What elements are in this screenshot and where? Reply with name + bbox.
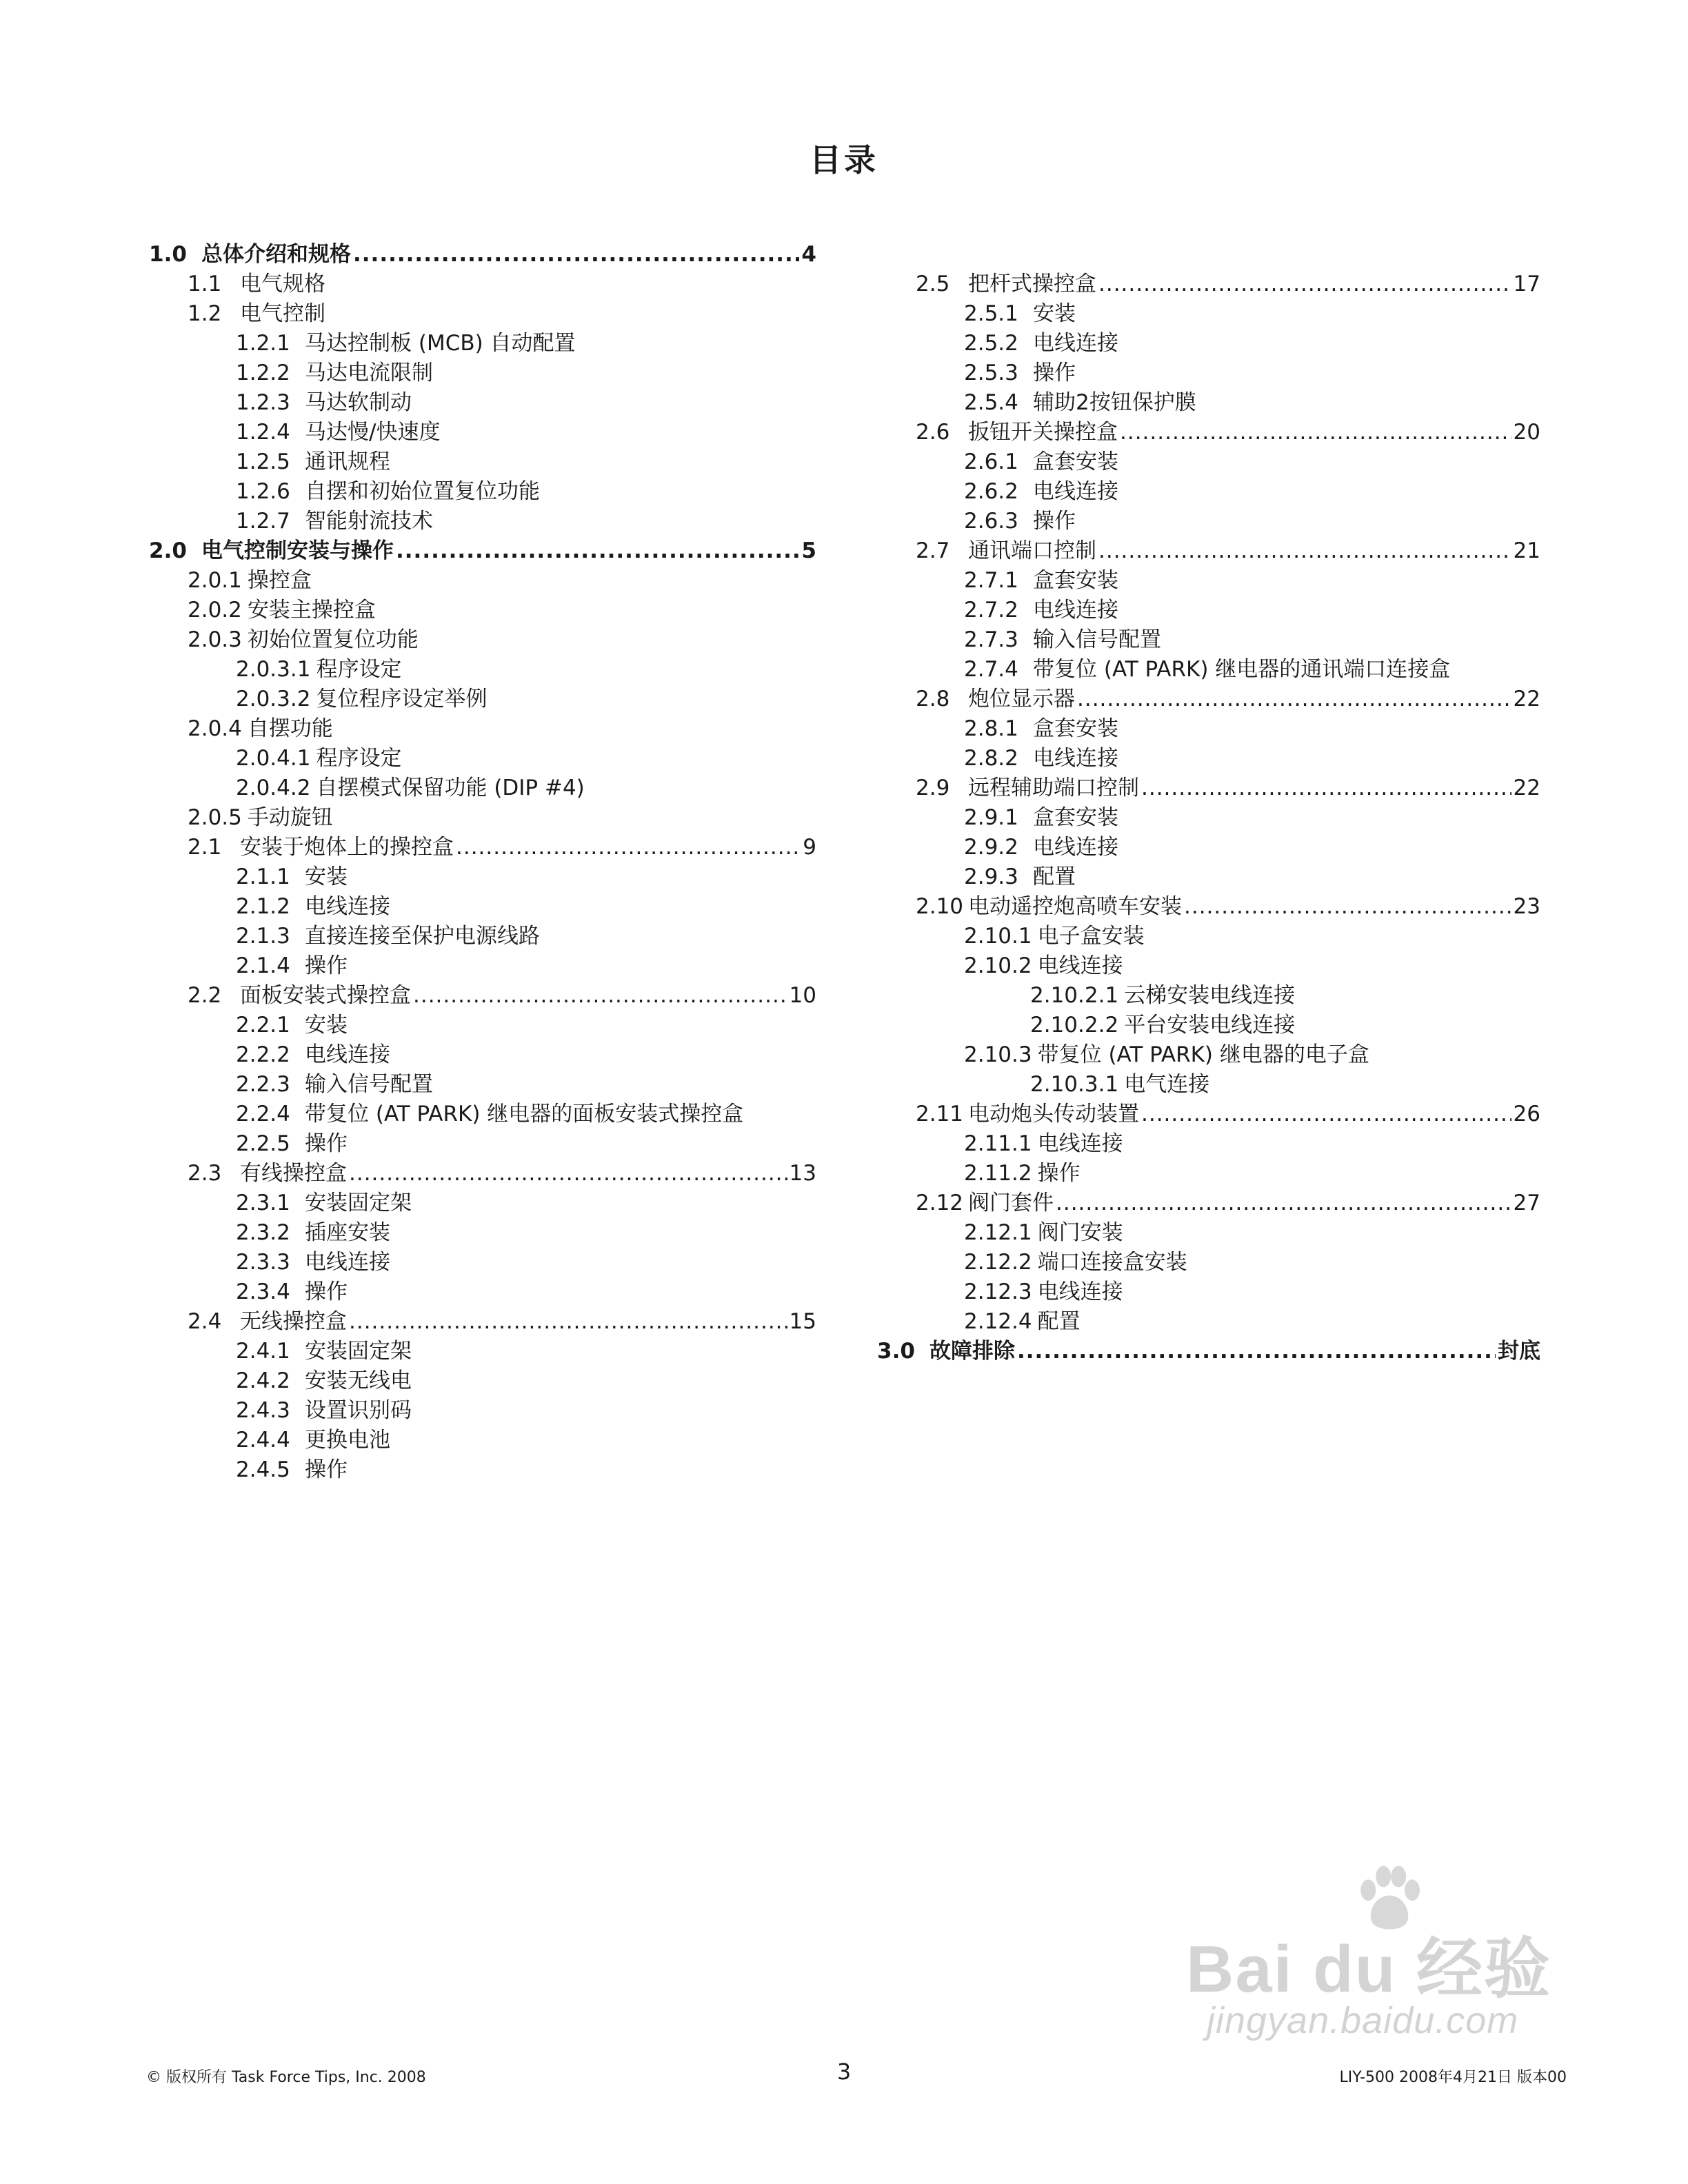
toc-entry-title: 带复位 (AT PARK) 继电器的电子盒 — [1037, 1042, 1369, 1067]
toc-entry-number: 2.5.2 — [964, 331, 1018, 356]
toc-entry-title: 电气连接 — [1124, 1072, 1210, 1097]
toc-entry-page: 13 — [789, 1161, 816, 1186]
toc-entry-title: 手动旋钮 — [247, 805, 333, 830]
toc-entry-number: 2.4.5 — [236, 1457, 290, 1482]
toc-entry[interactable] — [877, 299, 1540, 329]
toc-entry-number: 2.0.1 — [188, 568, 242, 593]
toc-entry[interactable] — [877, 596, 1540, 625]
toc-entry[interactable] — [149, 1366, 816, 1396]
watermark-url: jingyan.baidu.com — [1207, 2000, 1519, 2041]
toc-entry[interactable] — [149, 625, 816, 655]
toc-leader-dots — [1077, 685, 1511, 714]
toc-entry-number: 1.0 — [149, 242, 187, 267]
toc-entry-number: 2.3.3 — [236, 1250, 290, 1275]
toc-entry-title: 云梯安装电线连接 — [1124, 983, 1296, 1008]
toc-entry-title: 配置 — [1037, 1309, 1081, 1334]
toc-entry-number: 2.12.4 — [964, 1309, 1032, 1334]
toc-entry-number: 2.0.5 — [188, 805, 242, 830]
toc-entry-number: 2.6.2 — [964, 479, 1018, 504]
toc-entry-title: 更换电池 — [305, 1428, 390, 1453]
toc-entry-number: 2.12.2 — [964, 1250, 1032, 1275]
toc-entry-number: 2.11.1 — [964, 1131, 1032, 1156]
toc-leader-dots — [349, 1307, 787, 1337]
toc-entry[interactable] — [877, 388, 1540, 418]
toc-entry-number: 2.0.3.2 — [236, 687, 311, 711]
toc-entry-number: 2.7.3 — [964, 627, 1018, 652]
toc-entry-number: 2.1.2 — [236, 894, 290, 919]
toc-entry-title: 有线操控盒 — [240, 1161, 347, 1186]
document-version-footer: LIY-500 2008年4月21日 版本00 — [1339, 2069, 1567, 2086]
toc-leader-dots — [413, 981, 787, 1011]
toc-entry[interactable] — [877, 892, 1540, 922]
toc-entry[interactable] — [877, 329, 1540, 358]
toc-entry-title: 安装固定架 — [305, 1191, 412, 1215]
toc-entry[interactable] — [877, 1337, 1540, 1366]
toc-entry-title: 辅助2按钮保护膜 — [1033, 390, 1196, 415]
toc-entry-title: 操作 — [1037, 1161, 1081, 1186]
toc-entry-title: 电线连接 — [1033, 479, 1118, 504]
toc-entry-number: 2.3.2 — [236, 1220, 290, 1245]
toc-entry[interactable] — [877, 714, 1540, 744]
toc-entry-title: 安装 — [305, 1013, 348, 1038]
toc-entry-title: 通讯端口控制 — [968, 538, 1096, 563]
toc-entry-title: 电动炮头传动装置 — [968, 1102, 1139, 1126]
page-number: 3 — [836, 2059, 852, 2085]
toc-entry-title: 扳钮开关操控盒 — [968, 420, 1118, 445]
toc-entry[interactable] — [877, 1189, 1540, 1218]
toc-entry-title: 安装固定架 — [305, 1339, 412, 1364]
toc-entry-title: 智能射流技术 — [305, 509, 433, 534]
toc-entry-title: 操控盒 — [247, 568, 312, 593]
toc-entry-number: 2.8 — [916, 687, 950, 711]
toc-entry[interactable] — [149, 685, 816, 714]
toc-entry-page: 10 — [789, 983, 816, 1008]
toc-entry[interactable] — [149, 1426, 816, 1455]
toc-entry-number: 2.11 — [916, 1102, 964, 1126]
toc-entry[interactable] — [877, 803, 1540, 833]
toc-entry[interactable] — [149, 418, 816, 447]
toc-entry[interactable] — [877, 774, 1540, 803]
toc-entry[interactable] — [877, 685, 1540, 714]
toc-entry-number: 2.6.1 — [964, 449, 1018, 474]
toc-entry-number: 2.7.2 — [964, 598, 1018, 623]
toc-entry-title: 插座安装 — [305, 1220, 390, 1245]
toc-entry-number: 2.1.1 — [236, 865, 290, 889]
toc-entry[interactable] — [877, 655, 1540, 685]
toc-entry-title: 自摆模式保留功能 (DIP #4) — [316, 776, 585, 800]
toc-entry-number: 2.3.4 — [236, 1280, 290, 1304]
toc-entry[interactable] — [149, 744, 816, 774]
toc-leader-dots — [1017, 1337, 1496, 1366]
toc-entry-number: 2.5.4 — [964, 390, 1018, 415]
toc-entry-number: 2.0.4 — [188, 716, 242, 741]
toc-entry[interactable] — [149, 951, 816, 981]
toc-leader-dots — [1120, 418, 1511, 447]
toc-left-column — [149, 240, 816, 1485]
toc-leader-dots — [1141, 1100, 1511, 1129]
toc-entry-number: 2.2.3 — [236, 1072, 290, 1097]
toc-entry[interactable] — [877, 625, 1540, 655]
toc-entry-number: 2.9.1 — [964, 805, 1018, 830]
toc-entry[interactable] — [149, 299, 816, 329]
toc-entry-number: 3.0 — [877, 1339, 915, 1364]
toc-entry-number: 2.10.2 — [964, 953, 1032, 978]
toc-entry[interactable] — [877, 1277, 1540, 1307]
column-spacer — [877, 240, 1540, 270]
toc-entry-number: 2.9.3 — [964, 865, 1018, 889]
toc-entry-page: 23 — [1513, 894, 1540, 919]
toc-entry-title: 盒套安装 — [1033, 449, 1118, 474]
toc-entry[interactable] — [149, 477, 816, 507]
toc-entry-title: 面板安装式操控盒 — [240, 983, 411, 1008]
toc-entry[interactable] — [877, 447, 1540, 477]
toc-entry[interactable] — [877, 1070, 1540, 1100]
toc-entry-title: 端口连接盒安装 — [1037, 1250, 1187, 1275]
toc-entry-number: 1.2.7 — [236, 509, 290, 534]
toc-leader-dots — [1184, 892, 1511, 922]
toc-entry-title: 马达慢/快速度 — [305, 420, 441, 445]
toc-entry-number: 2.9 — [916, 776, 950, 800]
toc-entry-number: 2.7.4 — [964, 657, 1018, 682]
toc-entry-title: 电气控制安装与操作 — [201, 538, 394, 563]
toc-entry-number: 2.6.3 — [964, 509, 1018, 534]
copyright-footer: © 版权所有 Task Force Tips, Inc. 2008 — [146, 2069, 426, 2086]
toc-entry-title: 电线连接 — [305, 1042, 390, 1067]
toc-entry-number: 1.2.3 — [236, 390, 290, 415]
toc-entry-number: 2.12.1 — [964, 1220, 1032, 1245]
toc-entry-page: 5 — [801, 538, 816, 563]
toc-entry-number: 2.6 — [916, 420, 950, 445]
toc-entry-title: 初始位置复位功能 — [247, 627, 419, 652]
toc-entry-title: 安装于炮体上的操控盒 — [240, 835, 454, 860]
toc-entry[interactable] — [149, 1337, 816, 1366]
toc-entry-number: 2.10.3.1 — [1030, 1072, 1119, 1097]
toc-entry-number: 2.1.3 — [236, 924, 290, 949]
toc-entry-number: 2.8.1 — [964, 716, 1018, 741]
toc-entry-number: 1.2.2 — [236, 361, 290, 385]
toc-entry-number: 2.4.4 — [236, 1428, 290, 1453]
toc-entry-title: 马达软制动 — [305, 390, 412, 415]
toc-entry[interactable] — [877, 507, 1540, 536]
toc-entry[interactable] — [877, 1248, 1540, 1277]
toc-entry-number: 2.7.1 — [964, 568, 1018, 593]
toc-entry[interactable] — [149, 1307, 816, 1337]
toc-entry-number: 1.2 — [188, 301, 222, 326]
toc-entry[interactable] — [149, 1040, 816, 1070]
toc-entry-page: 26 — [1513, 1102, 1540, 1126]
toc-entry[interactable] — [149, 1129, 816, 1159]
toc-entry-title: 操作 — [1033, 361, 1076, 385]
toc-entry[interactable] — [877, 566, 1540, 596]
toc-entry-number: 2.5.3 — [964, 361, 1018, 385]
toc-entry-number: 1.1 — [188, 272, 222, 296]
toc-entry-title: 电线连接 — [1037, 1131, 1123, 1156]
toc-entry-number: 2.9.2 — [964, 835, 1018, 860]
toc-entry-title: 自摆和初始位置复位功能 — [305, 479, 540, 504]
toc-entry-title: 电气控制 — [240, 301, 325, 326]
toc-entry-title: 电线连接 — [1037, 1280, 1123, 1304]
toc-entry-title: 总体介绍和规格 — [201, 242, 351, 267]
toc-entry-title: 电子盒安装 — [1037, 924, 1145, 949]
toc-entry-number: 2.0 — [149, 538, 187, 563]
toc-entry[interactable] — [149, 1070, 816, 1100]
toc-entry[interactable] — [149, 1248, 816, 1277]
toc-entry-title: 把杆式操控盒 — [968, 272, 1096, 296]
toc-entry-number: 2.10.3 — [964, 1042, 1032, 1067]
toc-entry-number: 2.12 — [916, 1191, 964, 1215]
toc-entry-title: 无线操控盒 — [240, 1309, 347, 1334]
toc-entry-title: 盒套安装 — [1033, 716, 1118, 741]
toc-entry-page: 22 — [1513, 687, 1540, 711]
toc-entry-title: 马达电流限制 — [305, 361, 433, 385]
toc-entry-number: 2.2.4 — [236, 1102, 290, 1126]
toc-entry-title: 程序设定 — [316, 746, 402, 771]
toc-entry[interactable] — [877, 477, 1540, 507]
toc-entry-title: 操作 — [305, 1131, 348, 1156]
toc-entry[interactable] — [149, 447, 816, 477]
toc-entry-page: 9 — [803, 835, 816, 860]
toc-entry[interactable] — [149, 329, 816, 358]
toc-entry[interactable] — [149, 714, 816, 744]
toc-entry-title: 输入信号配置 — [305, 1072, 433, 1097]
toc-entry-title: 自摆功能 — [247, 716, 333, 741]
toc-entry-title: 操作 — [305, 1280, 348, 1304]
toc-entry[interactable] — [149, 1011, 816, 1040]
toc-entry-title: 故障排除 — [930, 1339, 1015, 1364]
toc-entry[interactable] — [877, 418, 1540, 447]
toc-entry-title: 设置识别码 — [305, 1398, 412, 1423]
toc-entry[interactable] — [877, 951, 1540, 981]
toc-entry-title: 操作 — [305, 1457, 348, 1482]
toc-entry[interactable] — [877, 1100, 1540, 1129]
toc-entry-page: 22 — [1513, 776, 1540, 800]
toc-entry-page: 17 — [1513, 272, 1540, 296]
watermark-brand: Bai du 经验 — [1186, 1932, 1552, 2006]
toc-entry-number: 1.2.4 — [236, 420, 290, 445]
toc-entry-title: 盒套安装 — [1033, 568, 1118, 593]
toc-entry-title: 平台安装电线连接 — [1124, 1013, 1296, 1038]
toc-entry-number: 1.2.5 — [236, 449, 290, 474]
toc-entry-title: 电线连接 — [1033, 835, 1118, 860]
toc-entry[interactable] — [877, 833, 1540, 862]
toc-entry[interactable] — [877, 862, 1540, 892]
toc-entry-number: 2.11.2 — [964, 1161, 1032, 1186]
toc-entry-number: 2.1 — [188, 835, 222, 860]
toc-entry-title: 阀门安装 — [1037, 1220, 1123, 1245]
toc-leader-dots — [1098, 270, 1511, 299]
toc-entry-title: 带复位 (AT PARK) 继电器的通讯端口连接盒 — [1033, 657, 1451, 682]
toc-entry-title: 操作 — [305, 953, 348, 978]
toc-entry[interactable] — [877, 1040, 1540, 1070]
toc-leader-dots — [1056, 1189, 1511, 1218]
toc-entry-title: 电线连接 — [1037, 953, 1123, 978]
toc-entry[interactable] — [877, 744, 1540, 774]
toc-entry[interactable] — [877, 1129, 1540, 1159]
toc-entry-number: 2.2.1 — [236, 1013, 290, 1038]
toc-entry-title: 复位程序设定举例 — [316, 687, 488, 711]
toc-entry-title: 盒套安装 — [1033, 805, 1118, 830]
toc-entry-number: 2.4.1 — [236, 1339, 290, 1364]
toc-entry-title: 安装主操控盒 — [247, 598, 376, 623]
toc-leader-dots — [1141, 774, 1511, 803]
toc-entry[interactable] — [149, 833, 816, 862]
toc-entry-title: 输入信号配置 — [1033, 627, 1161, 652]
toc-entry-title: 电线连接 — [1033, 598, 1118, 623]
toc-leader-dots — [456, 833, 801, 862]
toc-entry-title: 安装无线电 — [305, 1368, 412, 1393]
toc-entry-title: 电线连接 — [305, 894, 390, 919]
toc-entry[interactable] — [149, 1189, 816, 1218]
toc-entry-number: 2.5 — [916, 272, 950, 296]
toc-entry-number: 2.10.2.1 — [1030, 983, 1119, 1008]
toc-entry[interactable] — [149, 358, 816, 388]
toc-entry[interactable] — [149, 596, 816, 625]
toc-entry-number: 2.0.3.1 — [236, 657, 311, 682]
toc-entry[interactable] — [149, 566, 816, 596]
toc-entry[interactable] — [149, 536, 816, 566]
toc-entry[interactable] — [877, 1011, 1540, 1040]
toc-entry-title: 安装 — [1033, 301, 1076, 326]
toc-entry[interactable] — [149, 892, 816, 922]
toc-entry[interactable] — [149, 1277, 816, 1307]
toc-entry-number: 1.2.1 — [236, 331, 290, 356]
toc-entry-number: 1.2.6 — [236, 479, 290, 504]
toc-entry-title: 阀门套件 — [968, 1191, 1054, 1215]
toc-entry-page: 15 — [789, 1309, 816, 1334]
toc-entry-number: 2.4.2 — [236, 1368, 290, 1393]
toc-entry-title: 直接连接至保护电源线路 — [305, 924, 540, 949]
toc-entry[interactable] — [877, 981, 1540, 1011]
toc-entry[interactable] — [149, 270, 816, 299]
toc-entry-title: 配置 — [1033, 865, 1076, 889]
toc-entry-title: 电动遥控炮高喷车安装 — [968, 894, 1182, 919]
toc-entry-number: 2.5.1 — [964, 301, 1018, 326]
toc-entry-number: 2.10.1 — [964, 924, 1032, 949]
toc-entry-page: 4 — [801, 242, 816, 267]
toc-entry-title: 程序设定 — [316, 657, 402, 682]
toc-entry[interactable] — [149, 388, 816, 418]
toc-entry[interactable] — [149, 862, 816, 892]
page-title: 目录 — [810, 141, 878, 179]
toc-entry-number: 2.12.3 — [964, 1280, 1032, 1304]
toc-entry[interactable] — [149, 1218, 816, 1248]
toc-entry-title: 通讯规程 — [305, 449, 390, 474]
toc-entry[interactable] — [149, 655, 816, 685]
toc-entry[interactable] — [149, 507, 816, 536]
toc-entry-number: 2.10 — [916, 894, 964, 919]
toc-entry[interactable] — [877, 1307, 1540, 1337]
toc-entry[interactable] — [877, 358, 1540, 388]
baidu-watermark — [1186, 1861, 1572, 2041]
toc-entry-number: 2.3 — [188, 1161, 222, 1186]
toc-entry-number: 2.2.5 — [236, 1131, 290, 1156]
toc-entry[interactable] — [149, 1396, 816, 1426]
toc-entry[interactable] — [877, 270, 1540, 299]
toc-entry[interactable] — [149, 1159, 816, 1189]
toc-entry-title: 电线连接 — [1033, 746, 1118, 771]
toc-leader-dots — [1098, 536, 1511, 566]
toc-entry-number: 2.3.1 — [236, 1191, 290, 1215]
toc-entry-number: 2.0.4.2 — [236, 776, 311, 800]
toc-entry[interactable] — [877, 1218, 1540, 1248]
toc-entry[interactable] — [149, 803, 816, 833]
toc-entry[interactable] — [877, 1159, 1540, 1189]
toc-entry-number: 2.10.2.2 — [1030, 1013, 1119, 1038]
toc-entry-number: 2.0.2 — [188, 598, 242, 623]
toc-entry[interactable] — [877, 536, 1540, 566]
toc-entry-page: 21 — [1513, 538, 1540, 563]
toc-entry-title: 炮位显示器 — [968, 687, 1075, 711]
toc-entry-page: 封底 — [1498, 1339, 1540, 1364]
toc-entry-title: 操作 — [1033, 509, 1076, 534]
toc-leader-dots — [396, 536, 799, 566]
toc-entry-title: 电线连接 — [1033, 331, 1118, 356]
toc-entry-number: 2.4.3 — [236, 1398, 290, 1423]
toc-right-column — [877, 240, 1540, 1366]
toc-entry-title: 远程辅助端口控制 — [968, 776, 1139, 800]
toc-entry-title: 电气规格 — [240, 272, 325, 296]
toc-entry-title: 带复位 (AT PARK) 继电器的面板安装式操控盒 — [305, 1102, 744, 1126]
toc-entry[interactable] — [149, 1455, 816, 1485]
toc-entry-title: 安装 — [305, 865, 348, 889]
toc-entry-page: 27 — [1513, 1191, 1540, 1215]
toc-entry-number: 2.2.2 — [236, 1042, 290, 1067]
toc-leader-dots — [349, 1159, 787, 1189]
toc-entry-number: 2.2 — [188, 983, 222, 1008]
toc-leader-dots — [353, 240, 799, 270]
toc-entry-title: 马达控制板 (MCB) 自动配置 — [305, 331, 576, 356]
toc-entry-number: 2.0.3 — [188, 627, 242, 652]
toc-entry[interactable] — [149, 981, 816, 1011]
toc-entry[interactable] — [149, 1100, 816, 1129]
toc-entry[interactable] — [149, 240, 816, 270]
toc-entry[interactable] — [149, 774, 816, 803]
toc-entry[interactable] — [149, 922, 816, 951]
toc-entry-number: 2.8.2 — [964, 746, 1018, 771]
toc-entry-number: 2.1.4 — [236, 953, 290, 978]
toc-entry-number: 2.0.4.1 — [236, 746, 311, 771]
toc-entry-number: 2.7 — [916, 538, 950, 563]
toc-entry-title: 电线连接 — [305, 1250, 390, 1275]
toc-entry-number: 2.4 — [188, 1309, 222, 1334]
toc-entry-page: 20 — [1513, 420, 1540, 445]
toc-entry[interactable] — [877, 922, 1540, 951]
